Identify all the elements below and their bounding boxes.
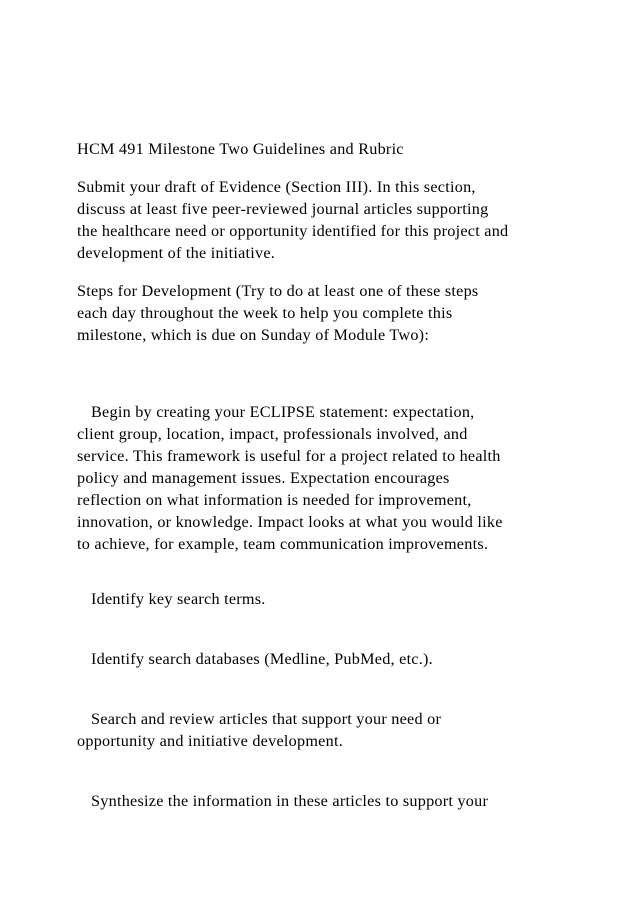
steps-heading-line: milestone, which is due on Sunday of Module Two): [77, 326, 430, 344]
bullet-text: Identify search databases (Medline, PubMed, etc.). [91, 650, 433, 668]
bullet-item [77, 790, 488, 812]
bullet-item [77, 708, 441, 730]
bullet-item [77, 588, 266, 610]
bullet-item [77, 648, 433, 670]
bullet-line: opportunity and initiative development. [77, 732, 343, 750]
bullet-text: Identify key search terms. [91, 590, 266, 608]
bullet-line: service. This framework is useful for a project related to health [77, 447, 501, 465]
bullet-line: to achieve, for example, team communication improvements. [77, 535, 489, 553]
bullet-text: Synthesize the information in these articles to support your [91, 792, 489, 810]
intro-line: Submit your draft of Evidence (Section III). In this section, [77, 178, 476, 196]
bullet-line: reflection on what information is needed for improvement, [77, 491, 472, 509]
bullet-line: innovation, or knowledge. Impact looks at what you would like [77, 513, 503, 531]
bullet-line: client group, location, impact, professionals involved, and [77, 425, 468, 443]
steps-heading-line: Steps for Development (Try to do at least one of these steps [77, 282, 479, 300]
bullet-item [77, 401, 474, 423]
intro-line: the healthcare need or opportunity identified for this project and [77, 222, 509, 240]
intro-line: development of the initiative. [77, 244, 276, 262]
bullet-text: Search and review articles that support your need or [91, 710, 442, 728]
steps-heading-line: each day throughout the week to help you complete this [77, 304, 453, 322]
document-title: HCM 491 Milestone Two Guidelines and Rubric [77, 140, 404, 158]
bullet-line: policy and management issues. Expectation encourages [77, 469, 450, 487]
intro-line: discuss at least five peer-reviewed journal articles supporting [77, 200, 489, 218]
bullet-text: Begin by creating your ECLIPSE statement: expectation, [91, 403, 475, 421]
